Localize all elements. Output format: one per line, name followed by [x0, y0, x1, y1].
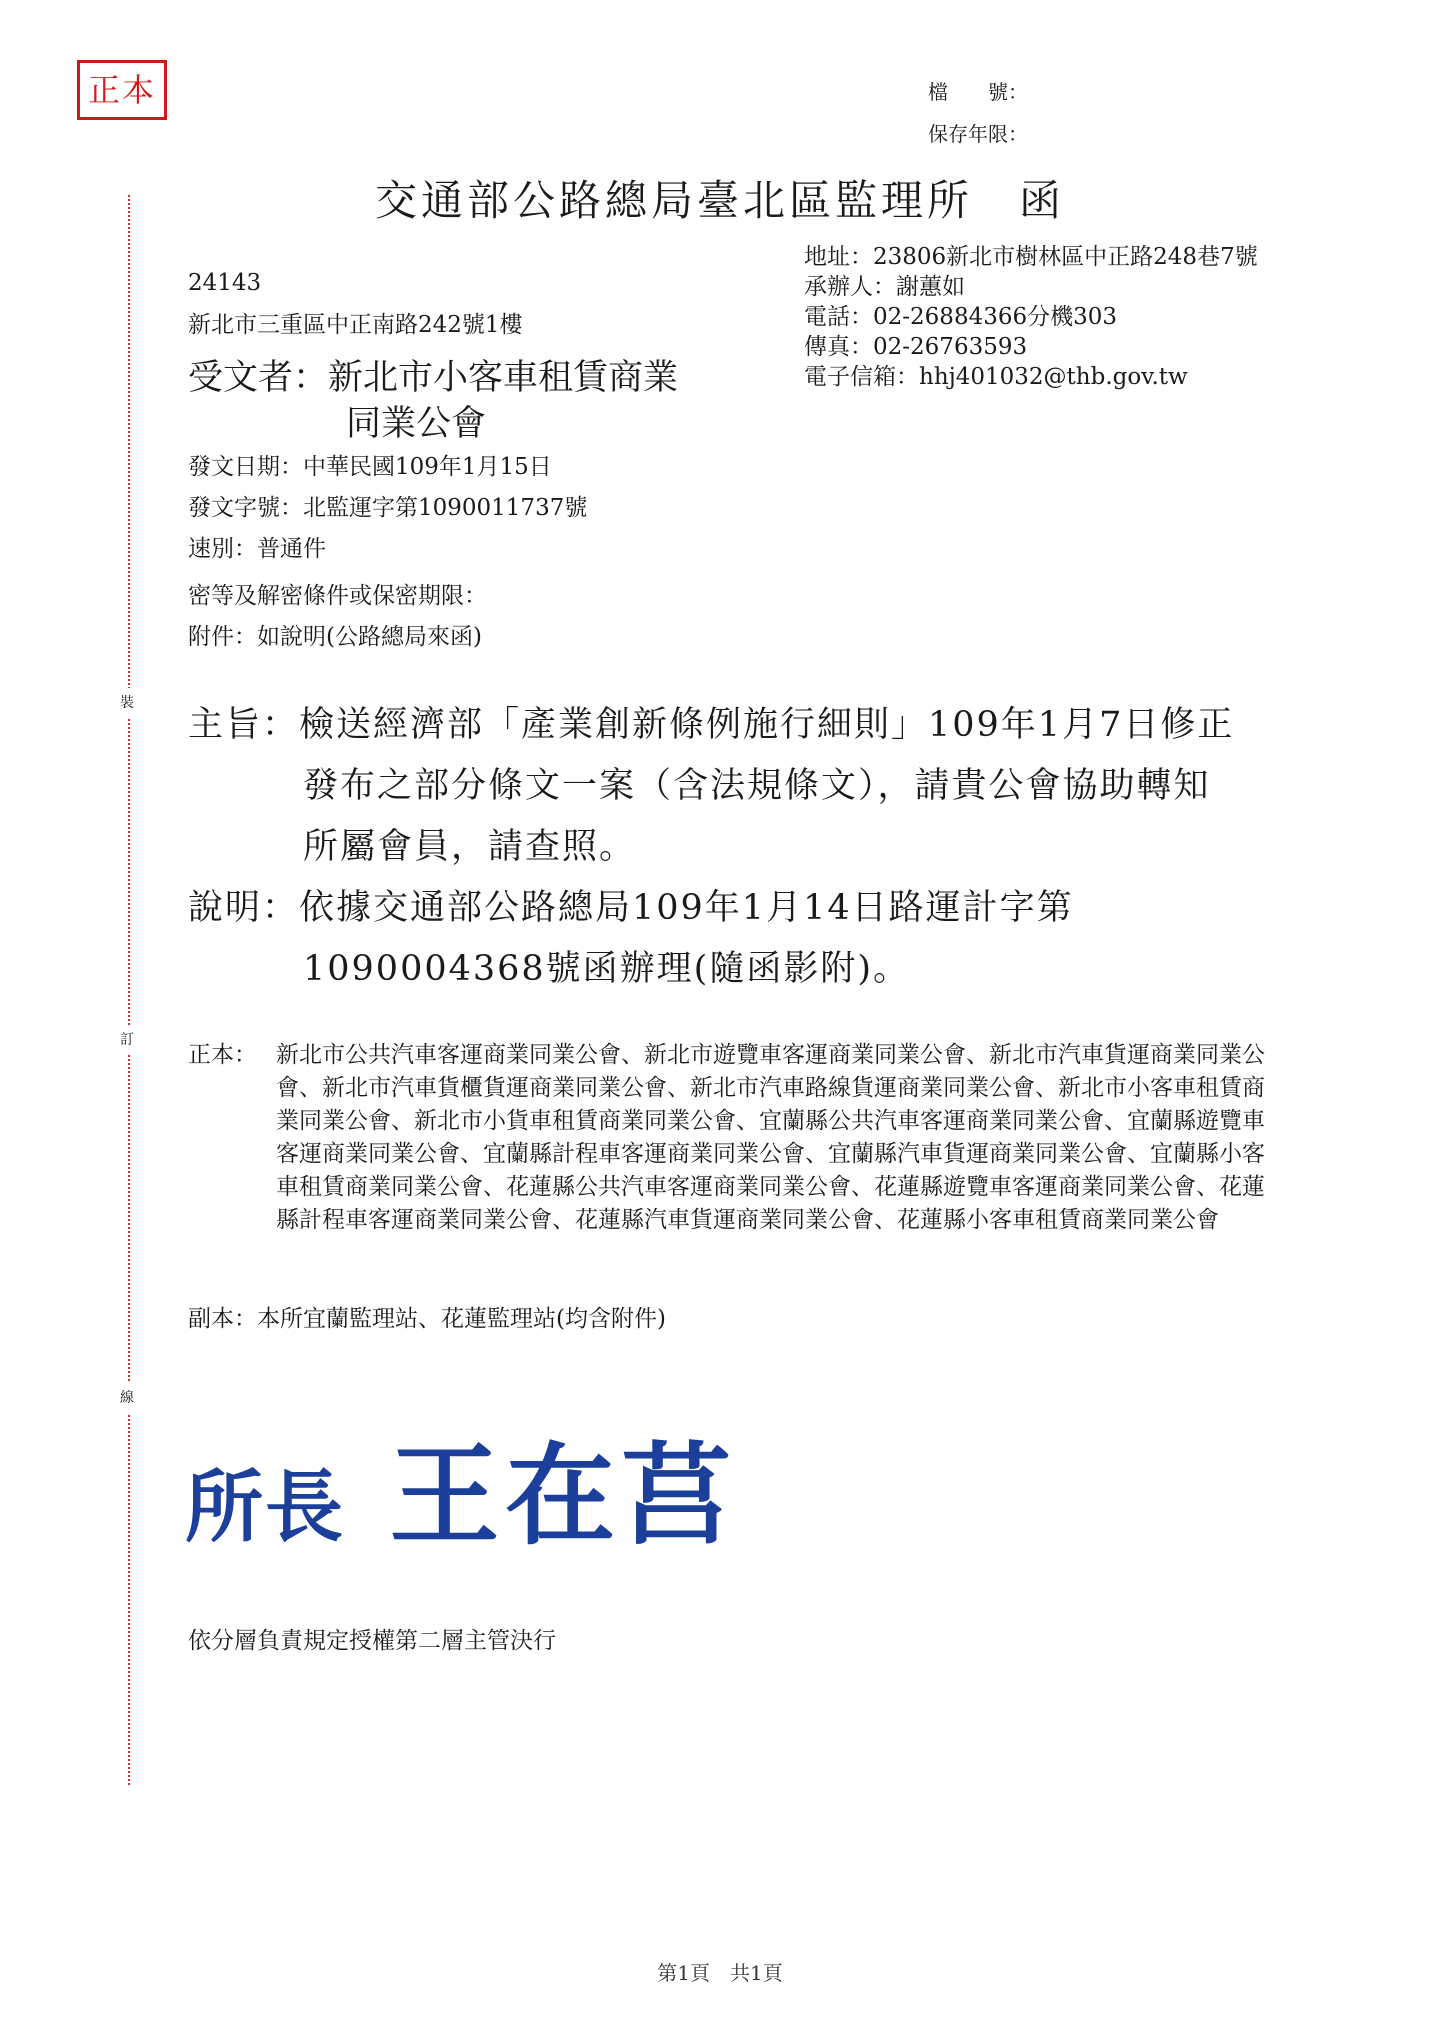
issue-date: 發文日期：中華民國109年1月15日	[188, 454, 552, 480]
director-signature	[185, 1408, 737, 1566]
attachment: 附件：如說明(公路總局來函)	[188, 624, 482, 650]
recipient-postal-code: 24143	[188, 270, 262, 296]
cc-recipients: 新北市公共汽車客運商業同業公會、新北市遊覽車客運商業同業公會、新北市汽車貨運商業同業公會、新北市汽車貨櫃貨運商業同業公會、新北市汽車路線貨運商業同業公會、新北市小客車租賃商業同業公會、新北市小貨車租賃商業同業公會、宜蘭縣公共汽車客運商業同業公會、宜蘭縣遊覽車客運商業同業公會、宜蘭縣計程車客運商業同業公會、宜蘭縣汽車貨運商業同業公會、宜蘭縣小客車租賃商業同業公會、花蓮縣公共汽車客運商業同業公會、花蓮縣遊覽車客運商業同業公會、花蓮縣計程車客運商業同業公會、花蓮縣汽車貨運商業同業公會、花蓮縣小客車租賃商業同業公會	[276, 1042, 1265, 1233]
binding-mark-xian: 線	[120, 1390, 134, 1406]
copy-recipients: 副本：本所宜蘭監理站、花蓮監理站(均含附件)	[188, 1306, 666, 1332]
signature-name: 王在莒	[389, 1432, 738, 1560]
recipient-address: 新北市三重區中正南路242號1樓	[188, 312, 523, 338]
authorization-note: 依分層負責規定授權第二層主管決行	[188, 1628, 556, 1654]
sender-fax: 傳真：02-26763593	[804, 334, 1028, 360]
binding-mark-zhuang: 裝	[120, 695, 134, 711]
subject-line-2: 發布之部分條文一案（含法規條文），請貴公會協助轉知	[303, 766, 1211, 806]
explanation-line-1: 說明：依據交通部公路總局109年1月14日路運計字第	[188, 888, 1074, 928]
sender-address: 地址：23806新北市樹林區中正路248巷7號	[804, 244, 1258, 270]
binding-mark-ding: 訂	[120, 1032, 134, 1048]
file-number: 檔 號：	[928, 80, 1028, 104]
signature-title: 所長	[185, 1463, 346, 1553]
sender-email: 電子信箱：hhj401032@thb.gov.tw	[804, 364, 1188, 390]
subject-line-1: 主旨：檢送經濟部「產業創新條例施行細則」109年1月7日修正	[188, 705, 1235, 745]
subject-line-3: 所屬會員，請查照。	[303, 827, 637, 867]
retention-period: 保存年限：	[928, 122, 1028, 146]
page-number: 第1頁 共1頁	[657, 1961, 783, 1985]
document-title: 交通部公路總局臺北區監理所 函	[374, 176, 1065, 225]
security-level: 密等及解密條件或保密期限：	[188, 583, 487, 609]
original-stamp: 正本	[77, 60, 167, 120]
delivery-speed: 速別：普通件	[188, 536, 326, 562]
recipient-label: 受文者：新北市小客車租賃商業	[188, 358, 679, 398]
recipient-label-continued: 同業公會	[346, 404, 487, 444]
document-number: 發文字號：北監運字第1090011737號	[188, 495, 588, 521]
explanation-line-2: 1090004368號函辦理(隨函影附)。	[303, 949, 910, 989]
binding-line	[128, 195, 130, 1785]
cc-label: 正本：	[188, 1042, 257, 1068]
sender-handler: 承辦人：謝蕙如	[804, 274, 965, 300]
sender-phone: 電話：02-26884366分機303	[804, 304, 1118, 330]
